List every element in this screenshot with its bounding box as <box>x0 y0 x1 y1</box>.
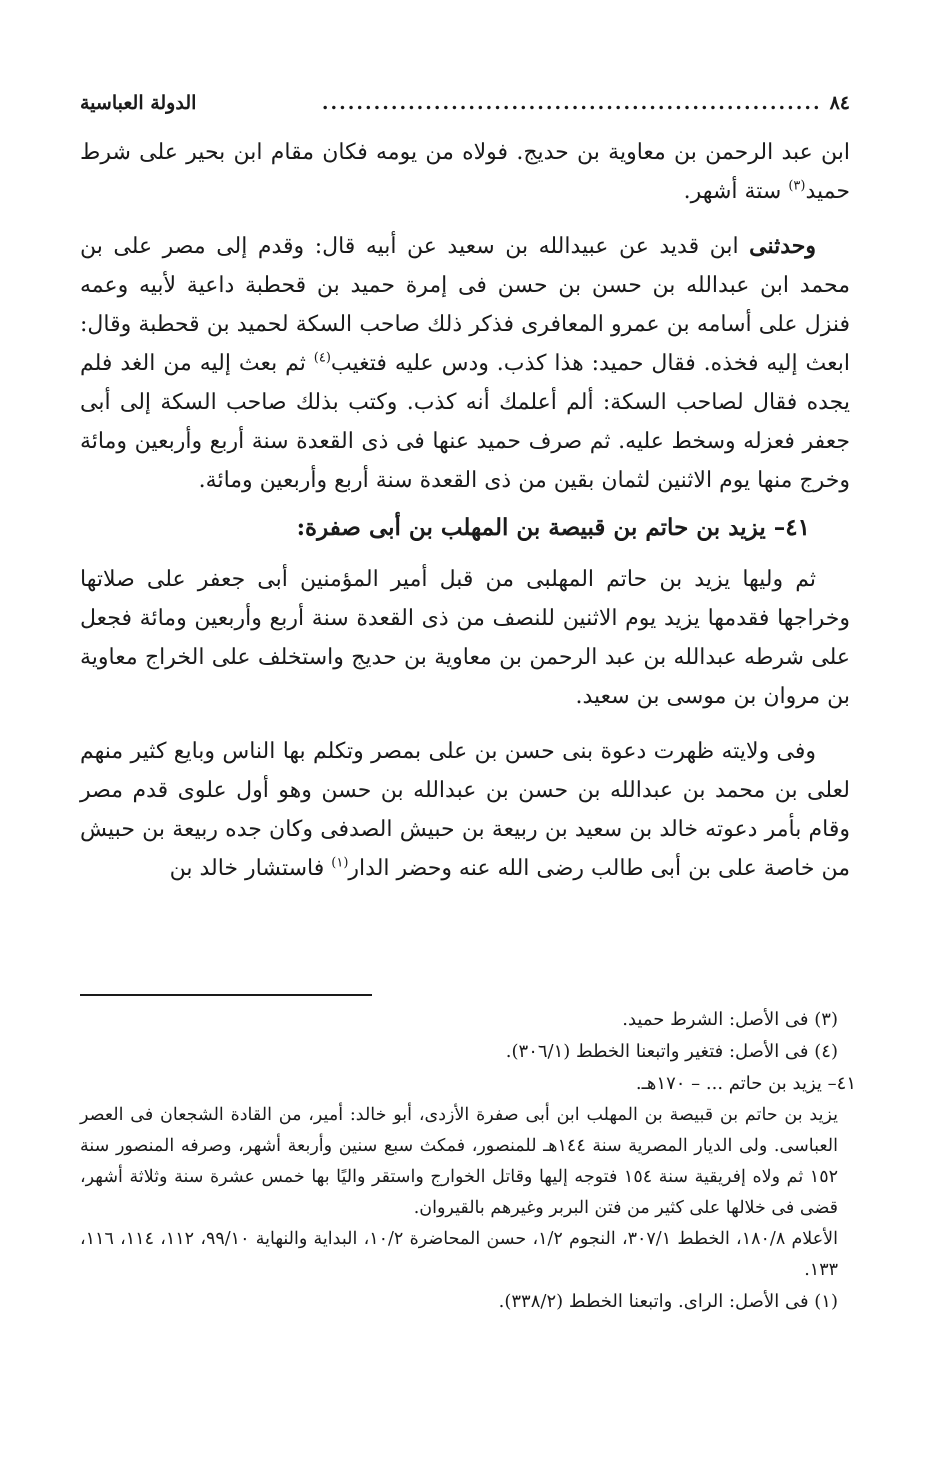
footnote-3: (٣) فى الأصل: الشرط حميد. <box>622 1009 838 1030</box>
paragraph-1-tail: ستة أشهر. <box>683 179 789 204</box>
footnote-1: (١) فى الأصل: الراى. واتبعنا الخطط (٣٣٨/٢). <box>498 1291 838 1312</box>
footnote-ref-1[interactable]: (١) <box>331 855 349 871</box>
footnotes <box>80 1004 856 1318</box>
page-number: ٨٤ <box>829 92 850 114</box>
paragraph-2 <box>80 227 850 500</box>
running-header <box>80 92 850 127</box>
running-title: الدولة العباسية <box>80 92 197 114</box>
header-leader-dots: .......................................................... <box>321 92 822 114</box>
paragraph-1-text: ابن عبد الرحمن بن معاوية بن حديج. فولاه من يومه فكان مقام ابن بحير على شرط حميد <box>80 140 850 204</box>
paragraph-1 <box>80 133 850 211</box>
paragraph-4-text-a: وفى ولايته ظهرت دعوة بنى حسن بن على بمصر وتكلم بها الناس وبايع كثير منهم لعلى بن محمد بن عبدالله بن حسن بن عبدالله بن حسن وهو أول علوى قدم مصر وقام بأمر دعوته خالد بن سعيد بن ربيعة بن حبيش الصدفى وكان جده ربيعة بن حبيش من خاصة على بن أبى طالب رضى الله عنه وحضر الدار <box>80 739 850 881</box>
footnote-4: (٤) فى الأصل: فتغير واتبعنا الخطط (٣٠٦/١). <box>505 1041 838 1062</box>
footnote-41-title: ٤١– يزيد بن حاتم ... – ١٧٠هـ. <box>635 1073 856 1094</box>
section-heading: ٤١– يزيد بن حاتم بن قبيصة بن المهلب بن أبى صفرة: <box>296 514 810 541</box>
paragraph-3: ثم وليها يزيد بن حاتم المهلبى من قبل أمير المؤمنين أبى جعفر على صلاتها وخراجها فقدمها يزيد يوم الاثنين للنصف من ذى القعدة سنة أربع وأربعين ومائة فجعل على شرطه عبدالله بن عبد الرحمن بن معاوية بن حديج واستخلف على الخراج معاوية بن مروان بن موسى بن سعيد. <box>80 567 850 709</box>
paragraph-4-text-b: فاستشار خالد بن <box>169 856 332 881</box>
footnote-ref-3[interactable]: (٣) <box>788 178 806 194</box>
footnote-ref-4[interactable]: (٤) <box>313 350 331 366</box>
footnote-41-biography: يزيد بن حاتم بن قبيصة بن المهلب ابن أبى صفرة الأزدى، أبو خالد: أمير، من القادة الشجعان فى العصر العباسى. ولى الديار المصرية سنة ١٤٤هـ للمنصور، فمكث سبع سنين وأربعة أشهر، وصرفه المنصور سنة ١٥٢ ثم ولاه إفريقية سنة ١٥٤ فتوجه إليها وقاتل الخوارج واستقر واليًا بها خمس عشرة سنة وثلاثة أشهر، قضى فى خلالها على كثير من فتن البربر وغيرهم بالقيروان. <box>80 1105 838 1218</box>
footnote-separator <box>80 994 372 996</box>
footnote-41-references: الأعلام ١٨٠/٨، الخطط ٣٠٧/١، النجوم ١/٢، حسن المحاضرة ١٠/٢، البداية والنهاية ٩٩/١٠، ١١٢، ١١٤، ١١٦، ١٣٣. <box>80 1229 839 1280</box>
paragraph-2-lead: وحدثنى <box>749 233 816 259</box>
paragraph-2-text-a: ابن قديد عن عبيدالله بن سعيد عن أبيه قال: وقدم إلى مصر على بن محمد ابن عبدالله بن حسن بن حسن فى إمرة حميد بن قحطبة داعية لأبيه وعمه فنزل على أسامه بن عمرو المعافرى فذكر ذلك صاحب السكة لحميد بن قحطبة وقال: ابعث إليه فخذه. فقال حميد: هذا كذب. ودس عليه فتغيب <box>80 234 850 376</box>
book-page <box>80 92 856 1312</box>
paragraph-2-text-b: ثم بعث إليه من الغد فلم يجده فقال لصاحب السكة: ألم أعلمك أنه كذب. وكتب بذلك صاحب السكة إلى أبى جعفر فعزله وسخط عليه. ثم صرف حميد عنها فى ذى القعدة سنة أربع وأربعين ومائة وخرج منها يوم الاثنين لثمان بقين من ذى القعدة سنة أربع وأربعين ومائة. <box>80 351 850 493</box>
paragraph-4 <box>80 732 850 888</box>
